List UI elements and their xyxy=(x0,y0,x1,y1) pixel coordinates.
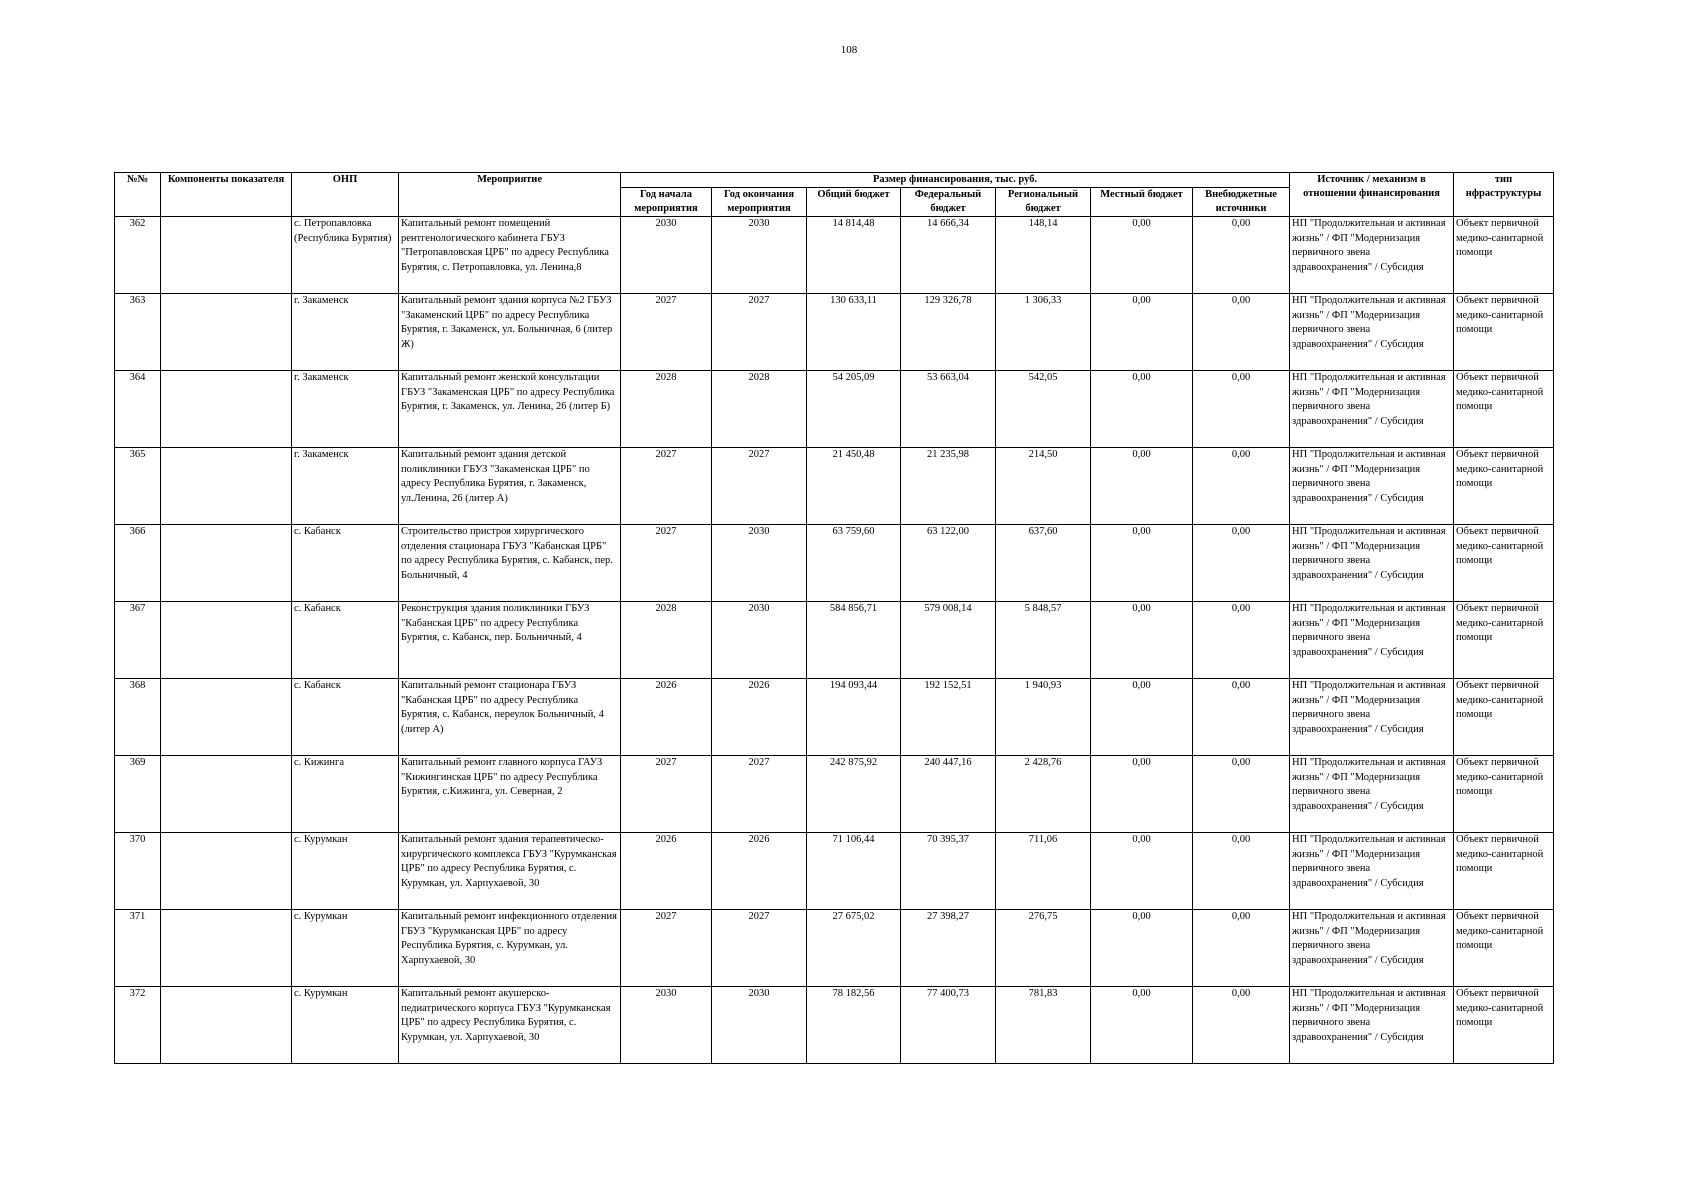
row-local-budget: 0,00 xyxy=(1091,371,1193,448)
row-infra-type: Объект первичной медико-санитарной помощи xyxy=(1454,217,1554,294)
header-year-end: Год окончания мероприятия xyxy=(712,188,807,217)
row-federal-budget: 579 008,14 xyxy=(901,602,996,679)
row-year-start: 2027 xyxy=(621,294,712,371)
row-extra-budget: 0,00 xyxy=(1193,294,1290,371)
row-infra-type: Объект первичной медико-санитарной помощи xyxy=(1454,371,1554,448)
row-infra-type: Объект первичной медико-санитарной помощи xyxy=(1454,294,1554,371)
row-federal-budget: 240 447,16 xyxy=(901,756,996,833)
row-local-budget: 0,00 xyxy=(1091,910,1193,987)
row-local-budget: 0,00 xyxy=(1091,756,1193,833)
row-event: Капитальный ремонт здания детской поликлиники ГБУЗ "Закаменская ЦРБ" по адресу Республика Бурятия, г. Закаменск, ул.Ленина, 26 (литер А) xyxy=(399,448,621,525)
row-total-budget: 194 093,44 xyxy=(807,679,901,756)
row-onp: с. Петропавловка (Республика Бурятия) xyxy=(292,217,399,294)
header-total: Общий бюджет xyxy=(807,188,901,217)
table-row xyxy=(115,987,1554,1064)
row-local-budget: 0,00 xyxy=(1091,833,1193,910)
row-infra-type: Объект первичной медико-санитарной помощи xyxy=(1454,833,1554,910)
row-federal-budget: 70 395,37 xyxy=(901,833,996,910)
row-regional-budget: 781,83 xyxy=(996,987,1091,1064)
row-component xyxy=(161,294,292,371)
row-extra-budget: 0,00 xyxy=(1193,987,1290,1064)
row-event: Капитальный ремонт акушерско-педиатрического корпуса ГБУЗ "Курумканская ЦРБ" по адресу Республика Бурятия, с. Курумкан, ул. Харпухаевой, 30 xyxy=(399,987,621,1064)
row-number: 371 xyxy=(115,910,161,987)
row-total-budget: 14 814,48 xyxy=(807,217,901,294)
row-year-end: 2026 xyxy=(712,833,807,910)
row-number: 369 xyxy=(115,756,161,833)
table-row xyxy=(115,602,1554,679)
row-year-start: 2026 xyxy=(621,679,712,756)
row-year-end: 2027 xyxy=(712,448,807,525)
row-onp: с. Кабанск xyxy=(292,679,399,756)
row-number: 364 xyxy=(115,371,161,448)
row-extra-budget: 0,00 xyxy=(1193,679,1290,756)
row-infra-type: Объект первичной медико-санитарной помощи xyxy=(1454,987,1554,1064)
table-row xyxy=(115,525,1554,602)
row-infra-type: Объект первичной медико-санитарной помощи xyxy=(1454,756,1554,833)
header-component: Компоненты показателя xyxy=(161,173,292,217)
row-federal-budget: 63 122,00 xyxy=(901,525,996,602)
table-row xyxy=(115,679,1554,756)
header-event: Мероприятие xyxy=(399,173,621,217)
row-infra-type: Объект первичной медико-санитарной помощи xyxy=(1454,602,1554,679)
row-extra-budget: 0,00 xyxy=(1193,602,1290,679)
row-event: Капитальный ремонт здания терапевтическо-хирургического комплекса ГБУЗ "Курумканская ЦРБ" по адресу Республика Бурятия, с. Курумкан, ул. Харпухаевой, 30 xyxy=(399,833,621,910)
row-year-start: 2030 xyxy=(621,987,712,1064)
row-year-start: 2027 xyxy=(621,910,712,987)
row-federal-budget: 77 400,73 xyxy=(901,987,996,1064)
row-regional-budget: 637,60 xyxy=(996,525,1091,602)
row-component xyxy=(161,987,292,1064)
header-num: №№ xyxy=(115,173,161,217)
table-row xyxy=(115,371,1554,448)
row-source: НП "Продолжительная и активная жизнь" / ФП "Модернизация первичного звена здравоохранения" / Субсидия xyxy=(1290,371,1454,448)
row-component xyxy=(161,602,292,679)
row-infra-type: Объект первичной медико-санитарной помощи xyxy=(1454,679,1554,756)
row-extra-budget: 0,00 xyxy=(1193,371,1290,448)
row-source: НП "Продолжительная и активная жизнь" / ФП "Модернизация первичного звена здравоохранения" / Субсидия xyxy=(1290,679,1454,756)
row-local-budget: 0,00 xyxy=(1091,679,1193,756)
row-total-budget: 130 633,11 xyxy=(807,294,901,371)
row-number: 363 xyxy=(115,294,161,371)
row-federal-budget: 53 663,04 xyxy=(901,371,996,448)
row-year-start: 2027 xyxy=(621,525,712,602)
row-year-end: 2030 xyxy=(712,987,807,1064)
table-body xyxy=(115,217,1554,1064)
row-regional-budget: 1 940,93 xyxy=(996,679,1091,756)
row-regional-budget: 2 428,76 xyxy=(996,756,1091,833)
table-row xyxy=(115,910,1554,987)
row-year-end: 2027 xyxy=(712,910,807,987)
row-total-budget: 71 106,44 xyxy=(807,833,901,910)
row-source: НП "Продолжительная и активная жизнь" / ФП "Модернизация первичного звена здравоохранения" / Субсидия xyxy=(1290,217,1454,294)
row-year-end: 2030 xyxy=(712,217,807,294)
row-number: 367 xyxy=(115,602,161,679)
row-federal-budget: 14 666,34 xyxy=(901,217,996,294)
row-event: Капитальный ремонт стационара ГБУЗ "Кабанская ЦРБ" по адресу Республика Бурятия, с. Кабанск, переулок Больничный, 4 (литер А) xyxy=(399,679,621,756)
row-source: НП "Продолжительная и активная жизнь" / ФП "Модернизация первичного звена здравоохранения" / Субсидия xyxy=(1290,910,1454,987)
row-regional-budget: 5 848,57 xyxy=(996,602,1091,679)
row-year-start: 2030 xyxy=(621,217,712,294)
row-component xyxy=(161,756,292,833)
row-total-budget: 21 450,48 xyxy=(807,448,901,525)
row-local-budget: 0,00 xyxy=(1091,448,1193,525)
row-year-start: 2028 xyxy=(621,602,712,679)
header-source: Источник / механизм в отношении финансирования xyxy=(1290,173,1454,217)
page-number: 108 xyxy=(840,44,858,56)
row-onp: с. Кабанск xyxy=(292,525,399,602)
row-infra-type: Объект первичной медико-санитарной помощи xyxy=(1454,525,1554,602)
row-local-budget: 0,00 xyxy=(1091,987,1193,1064)
row-total-budget: 54 205,09 xyxy=(807,371,901,448)
row-local-budget: 0,00 xyxy=(1091,602,1193,679)
row-federal-budget: 192 152,51 xyxy=(901,679,996,756)
row-year-end: 2030 xyxy=(712,525,807,602)
row-year-end: 2028 xyxy=(712,371,807,448)
row-onp: с. Кижинга xyxy=(292,756,399,833)
row-source: НП "Продолжительная и активная жизнь" / ФП "Модернизация первичного звена здравоохранения" / Субсидия xyxy=(1290,987,1454,1064)
row-source: НП "Продолжительная и активная жизнь" / ФП "Модернизация первичного звена здравоохранения" / Субсидия xyxy=(1290,525,1454,602)
row-component xyxy=(161,833,292,910)
header-year-start: Год начала мероприятия xyxy=(621,188,712,217)
row-event: Строительство пристроя хирургического отделения стационара ГБУЗ "Кабанская ЦРБ" по адресу Республика Бурятия, с. Кабанск, пер. Больничный, 4 xyxy=(399,525,621,602)
row-total-budget: 78 182,56 xyxy=(807,987,901,1064)
row-year-start: 2028 xyxy=(621,371,712,448)
row-component xyxy=(161,910,292,987)
row-regional-budget: 711,06 xyxy=(996,833,1091,910)
row-infra-type: Объект первичной медико-санитарной помощи xyxy=(1454,448,1554,525)
row-extra-budget: 0,00 xyxy=(1193,448,1290,525)
row-onp: г. Закаменск xyxy=(292,371,399,448)
row-year-end: 2027 xyxy=(712,756,807,833)
row-year-end: 2026 xyxy=(712,679,807,756)
row-number: 366 xyxy=(115,525,161,602)
header-row xyxy=(115,173,1554,188)
row-total-budget: 584 856,71 xyxy=(807,602,901,679)
row-event: Реконструкция здания поликлиники ГБУЗ "Кабанская ЦРБ" по адресу Республика Бурятия, с. Кабанск, пер. Больничный, 4 xyxy=(399,602,621,679)
row-source: НП "Продолжительная и активная жизнь" / ФП "Модернизация первичного звена здравоохранения" / Субсидия xyxy=(1290,294,1454,371)
financing-table xyxy=(114,172,1554,1064)
table-row xyxy=(115,756,1554,833)
header-extra: Внебюджетные источники xyxy=(1193,188,1290,217)
row-local-budget: 0,00 xyxy=(1091,294,1193,371)
header-local: Местный бюджет xyxy=(1091,188,1193,217)
row-number: 370 xyxy=(115,833,161,910)
row-number: 365 xyxy=(115,448,161,525)
row-event: Капитальный ремонт женской консультации ГБУЗ "Закаменская ЦРБ" по адресу Республика Бурятия, г. Закаменск, ул. Ленина, 26 (литер Б) xyxy=(399,371,621,448)
row-total-budget: 242 875,92 xyxy=(807,756,901,833)
header-federal: Федеральный бюджет xyxy=(901,188,996,217)
row-event: Капитальный ремонт главного корпуса ГАУЗ "Кижингинская ЦРБ" по адресу Республика Бурятия, с.Кижинга, ул. Северная, 2 xyxy=(399,756,621,833)
row-onp: с. Курумкан xyxy=(292,987,399,1064)
row-federal-budget: 27 398,27 xyxy=(901,910,996,987)
table-row xyxy=(115,833,1554,910)
row-number: 368 xyxy=(115,679,161,756)
row-total-budget: 27 675,02 xyxy=(807,910,901,987)
row-year-end: 2027 xyxy=(712,294,807,371)
table-row xyxy=(115,294,1554,371)
row-source: НП "Продолжительная и активная жизнь" / ФП "Модернизация первичного звена здравоохранения" / Субсидия xyxy=(1290,448,1454,525)
row-year-end: 2030 xyxy=(712,602,807,679)
row-event: Капитальный ремонт помещений рентгенологического кабинета ГБУЗ "Петропавловская ЦРБ" по адресу Республика Бурятия, с. Петропавловка, ул. Ленина,8 xyxy=(399,217,621,294)
row-onp: с. Кабанск xyxy=(292,602,399,679)
row-component xyxy=(161,217,292,294)
row-event: Капитальный ремонт инфекционного отделения ГБУЗ "Курумканская ЦРБ" по адресу Республика Бурятия, с. Курумкан, ул. Харпухаевой, 30 xyxy=(399,910,621,987)
row-regional-budget: 1 306,33 xyxy=(996,294,1091,371)
row-regional-budget: 148,14 xyxy=(996,217,1091,294)
header-financing: Размер финансирования, тыс. руб. xyxy=(621,173,1290,188)
row-total-budget: 63 759,60 xyxy=(807,525,901,602)
header-regional: Региональный бюджет xyxy=(996,188,1091,217)
row-onp: с. Курумкан xyxy=(292,833,399,910)
row-onp: с. Курумкан xyxy=(292,910,399,987)
row-component xyxy=(161,525,292,602)
row-extra-budget: 0,00 xyxy=(1193,217,1290,294)
row-source: НП "Продолжительная и активная жизнь" / ФП "Модернизация первичного звена здравоохранения" / Субсидия xyxy=(1290,833,1454,910)
row-federal-budget: 21 235,98 xyxy=(901,448,996,525)
row-number: 362 xyxy=(115,217,161,294)
row-number: 372 xyxy=(115,987,161,1064)
row-local-budget: 0,00 xyxy=(1091,525,1193,602)
header-infra: тип нфраструктуры xyxy=(1454,173,1554,217)
row-component xyxy=(161,371,292,448)
header-onp: ОНП xyxy=(292,173,399,217)
row-extra-budget: 0,00 xyxy=(1193,833,1290,910)
row-extra-budget: 0,00 xyxy=(1193,525,1290,602)
row-component xyxy=(161,679,292,756)
row-federal-budget: 129 326,78 xyxy=(901,294,996,371)
table-row xyxy=(115,217,1554,294)
row-extra-budget: 0,00 xyxy=(1193,756,1290,833)
row-source: НП "Продолжительная и активная жизнь" / ФП "Модернизация первичного звена здравоохранения" / Субсидия xyxy=(1290,756,1454,833)
row-year-start: 2027 xyxy=(621,448,712,525)
row-onp: г. Закаменск xyxy=(292,294,399,371)
table-row xyxy=(115,448,1554,525)
row-regional-budget: 214,50 xyxy=(996,448,1091,525)
row-year-start: 2027 xyxy=(621,756,712,833)
row-component xyxy=(161,448,292,525)
row-source: НП "Продолжительная и активная жизнь" / ФП "Модернизация первичного звена здравоохранения" / Субсидия xyxy=(1290,602,1454,679)
row-regional-budget: 276,75 xyxy=(996,910,1091,987)
row-year-start: 2026 xyxy=(621,833,712,910)
row-extra-budget: 0,00 xyxy=(1193,910,1290,987)
row-local-budget: 0,00 xyxy=(1091,217,1193,294)
row-infra-type: Объект первичной медико-санитарной помощи xyxy=(1454,910,1554,987)
row-onp: г. Закаменск xyxy=(292,448,399,525)
row-event: Капитальный ремонт здания корпуса №2 ГБУЗ "Закаменский ЦРБ" по адресу Республика Бурятия, г. Закаменск, ул. Больничная, 6 (литер Ж) xyxy=(399,294,621,371)
row-regional-budget: 542,05 xyxy=(996,371,1091,448)
